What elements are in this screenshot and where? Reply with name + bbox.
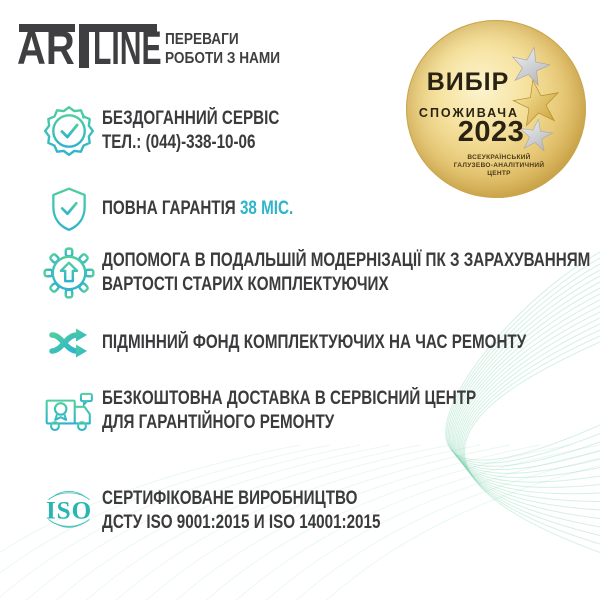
benefit-text-line: СЕРТИФІКОВАНЕ ВИРОБНИЦТВО xyxy=(102,488,358,509)
logo-text-line: LINE xyxy=(93,21,162,74)
benefit-item-replacement xyxy=(42,316,600,370)
benefit-text-line: БЕЗДОГАННИЙ СЕРВІС xyxy=(102,108,280,129)
medal-org-line3: ЦЕНТР xyxy=(487,170,511,177)
warranty-term: 38 МІС. xyxy=(239,198,294,219)
logo-text-ar: AR xyxy=(17,21,75,74)
consumer-choice-medal xyxy=(406,20,586,198)
benefit-text-line: ВАРТОСТІ СТАРИХ КОМПЛЕКТУЮЧИХ xyxy=(102,274,389,295)
medal-title: ВИБІР xyxy=(426,68,510,96)
iso-icon xyxy=(42,484,96,538)
medal-year: 2023 xyxy=(457,116,525,148)
medal-org-line1: ВСЕУКРАЇНСЬКИЙ xyxy=(467,154,531,161)
warranty-label: ПОВНА ГАРАНТІЯ xyxy=(102,198,236,219)
shield-check-icon xyxy=(42,182,96,236)
benefit-text-line: БЕЗКОШТОВНА ДОСТАВКА В СЕРВІСНИЙ ЦЕНТР xyxy=(102,388,477,409)
shuffle-icon xyxy=(42,316,96,370)
benefit-text-line xyxy=(102,197,293,221)
medal-org-line2: ГАЛУЗЕВО-АНАЛІТИЧНИЙ xyxy=(453,162,545,169)
benefit-item-warranty xyxy=(42,182,341,236)
page-title xyxy=(165,30,280,68)
benefit-item-service xyxy=(42,104,324,158)
page-title-line1: ПЕРЕВАГИ xyxy=(165,31,239,48)
benefit-text-line: ДСТУ ISO 9001:2015 И ISO 14001:2015 xyxy=(102,512,381,533)
medal-subtitle: СПОЖИВАЧА xyxy=(418,106,520,120)
benefit-item-certified xyxy=(42,484,450,538)
gear-upgrade-icon xyxy=(42,246,96,300)
benefit-text-line: ПІДМІННИЙ ФОНД КОМПЛЕКТУЮЧИХ НА ЧАС РЕМОНТУ xyxy=(102,332,527,353)
benefit-text-line: ДЛЯ ГАРАНТІЙНОГО РЕМОНТУ xyxy=(102,412,335,433)
delivery-truck-icon xyxy=(42,384,96,438)
benefit-text-line: ДОПОМОГА В ПОДАЛЬШІЙ МОДЕРНІЗАЦІЇ ПК З ЗАРАХУВАННЯМ xyxy=(102,250,591,271)
benefit-phone: ТЕЛ.: (044)-338-10-06 xyxy=(102,132,256,153)
page-title-line2: РОБОТИ З НАМИ xyxy=(165,50,281,67)
benefit-item-upgrade xyxy=(42,246,600,300)
iso-icon-label: ISO xyxy=(45,497,93,525)
seal-check-icon xyxy=(42,104,96,158)
artline-logo xyxy=(15,22,160,72)
benefit-item-delivery xyxy=(42,384,570,438)
medal-organization xyxy=(454,154,545,178)
logo-t-stem xyxy=(79,24,89,68)
